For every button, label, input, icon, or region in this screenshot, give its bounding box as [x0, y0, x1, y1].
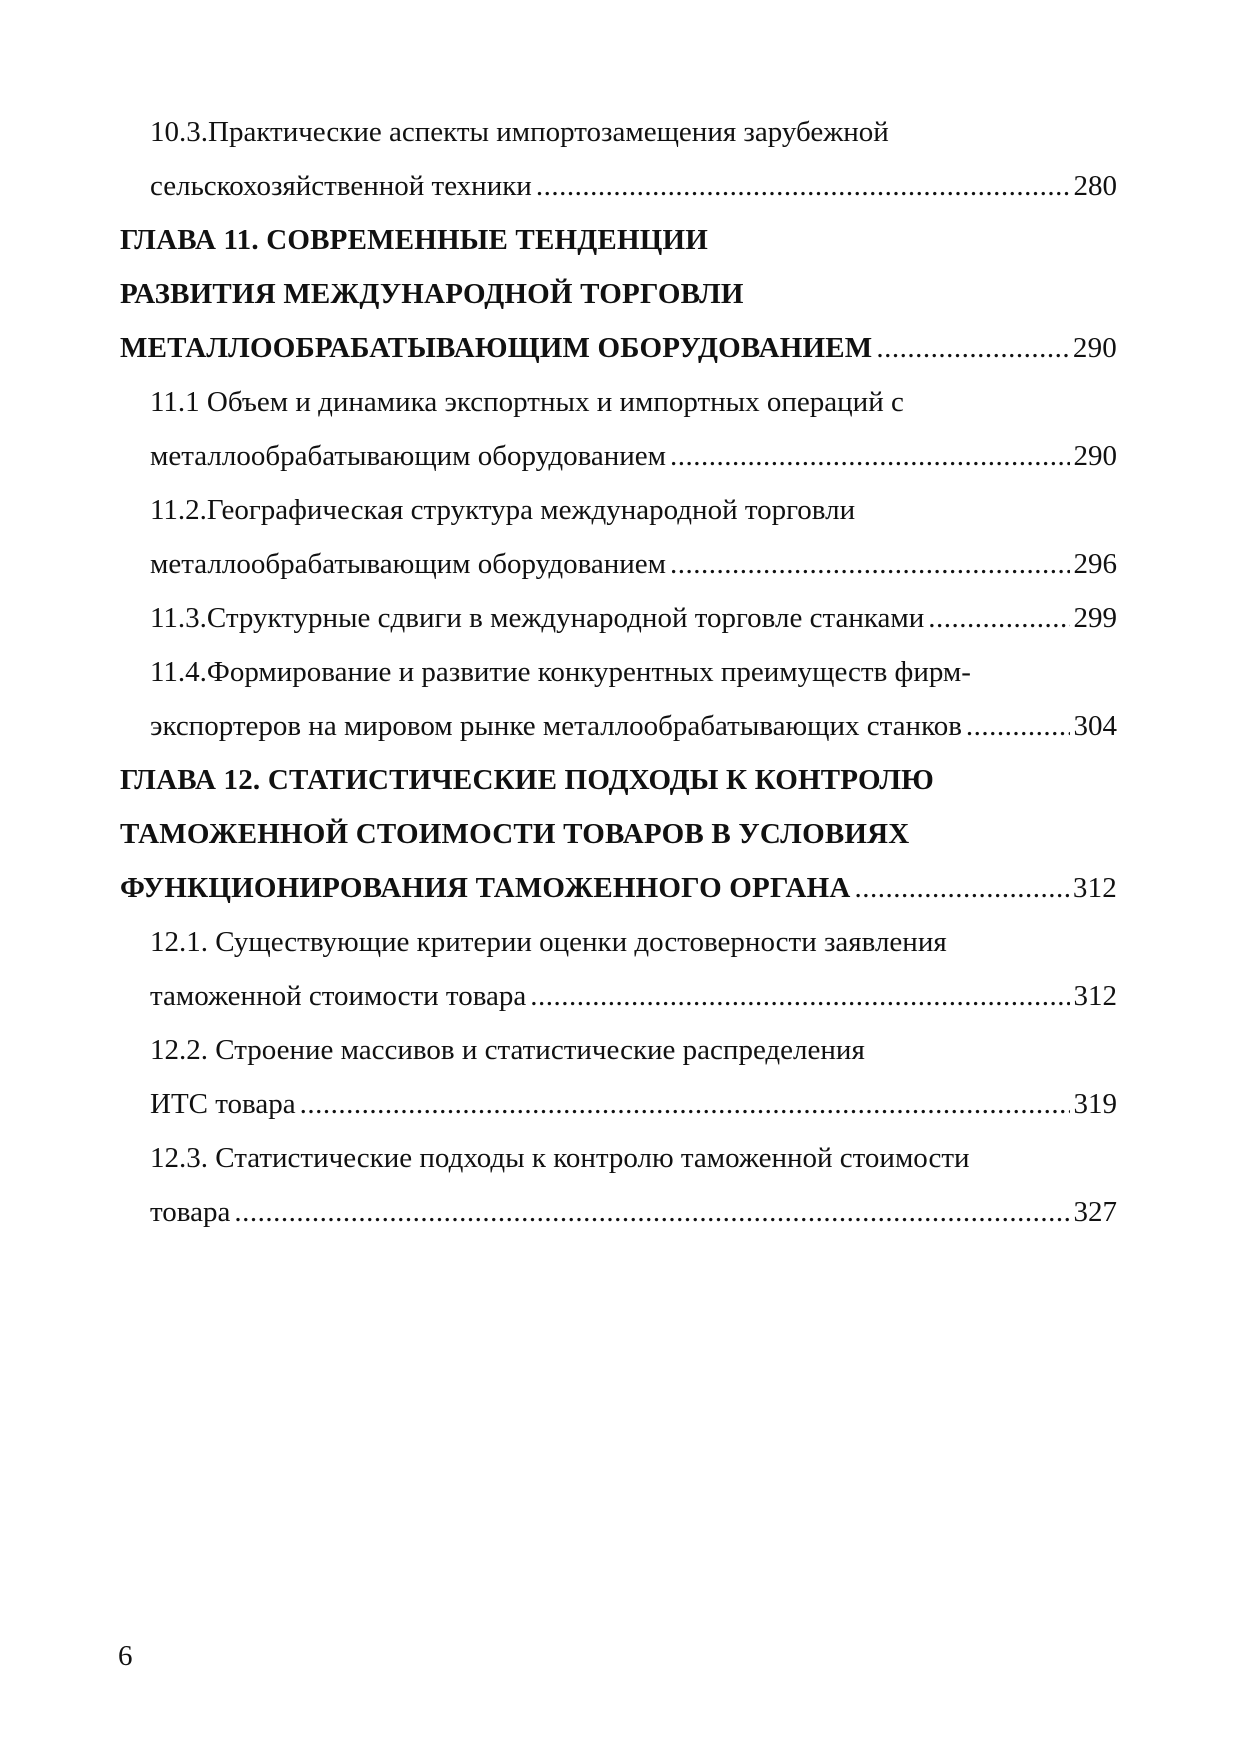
toc-entry-text: таможенной стоимости товара	[150, 980, 527, 1012]
page-number: 6	[118, 1640, 133, 1672]
dot-leader	[300, 1077, 1070, 1131]
toc-page-number: 327	[1073, 1196, 1117, 1228]
dot-leader	[966, 699, 1070, 753]
toc-page-number: 312	[1073, 980, 1117, 1012]
toc-page-number: 280	[1073, 170, 1117, 202]
toc-line	[120, 483, 1117, 537]
toc-line	[120, 429, 1117, 483]
toc-entry-text: 11.1 Объем и динамика экспортных и импортных операций с	[150, 386, 904, 418]
toc-entry-text: 12.2. Строение массивов и статистические распределения	[150, 1034, 865, 1066]
toc-line	[120, 969, 1117, 1023]
toc-page-number: 304	[1073, 710, 1117, 742]
dot-leader	[855, 861, 1069, 915]
toc-chapter-line	[120, 213, 1117, 267]
toc-line	[120, 537, 1117, 591]
toc-chapter-line	[120, 321, 1117, 375]
toc-chapter-line	[120, 753, 1117, 807]
dot-leader	[670, 537, 1069, 591]
toc-chapter-line	[120, 807, 1117, 861]
toc-entry-text: ИТС товара	[150, 1088, 296, 1120]
toc-chapter-text: ГЛАВА 12. СТАТИСТИЧЕСКИЕ ПОДХОДЫ К КОНТРОЛЮ	[120, 764, 935, 796]
toc-chapter-text: ФУНКЦИОНИРОВАНИЯ ТАМОЖЕННОГО ОРГАНА	[120, 872, 851, 904]
toc-line	[120, 159, 1117, 213]
toc-chapter-text: ТАМОЖЕННОЙ СТОИМОСТИ ТОВАРОВ В УСЛОВИЯХ	[120, 818, 910, 850]
toc-entry-text: 11.2.Географическая структура международной торговли	[150, 494, 856, 526]
toc-page-number: 299	[1073, 602, 1117, 634]
toc-entry-text: экспортеров на мировом рынке металлообрабатывающих станков	[150, 710, 962, 742]
toc-entry-text: 11.3.Структурные сдвиги в международной торговле станками	[150, 602, 925, 634]
toc-page-number: 319	[1073, 1088, 1117, 1120]
toc-page-number: 290	[1073, 440, 1117, 472]
toc-line	[120, 375, 1117, 429]
toc-line	[120, 915, 1117, 969]
toc-page-number: 296	[1073, 548, 1117, 580]
toc-chapter-text: ГЛАВА 11. СОВРЕМЕННЫЕ ТЕНДЕНЦИИ	[120, 224, 708, 256]
dot-leader	[234, 1185, 1069, 1239]
toc-entry-text: товара	[150, 1196, 231, 1228]
dot-leader	[670, 429, 1069, 483]
toc-entry-text: 10.3.Практические аспекты импортозамещения зарубежной	[150, 116, 889, 148]
toc-chapter-line	[120, 267, 1117, 321]
toc-line	[120, 591, 1117, 645]
toc-entry-text: сельскохозяйственной техники	[150, 170, 532, 202]
toc-page-number: 312	[1072, 872, 1117, 904]
toc-line	[120, 699, 1117, 753]
toc-line	[120, 1077, 1117, 1131]
table-of-contents	[120, 105, 1117, 1239]
toc-line	[120, 1131, 1117, 1185]
toc-page-number: 290	[1072, 332, 1117, 364]
toc-chapter-line	[120, 861, 1117, 915]
dot-leader	[876, 321, 1069, 375]
toc-entry-text: металлообрабатывающим оборудованием	[150, 548, 667, 580]
toc-line	[120, 645, 1117, 699]
toc-entry-text: 12.3. Статистические подходы к контролю таможенной стоимости	[150, 1142, 970, 1174]
toc-entry-text: металлообрабатывающим оборудованием	[150, 440, 667, 472]
toc-line	[120, 105, 1117, 159]
toc-entry-text: 12.1. Существующие критерии оценки достоверности заявления	[150, 926, 947, 958]
toc-line	[120, 1185, 1117, 1239]
toc-chapter-text: МЕТАЛЛООБРАБАТЫВАЮЩИМ ОБОРУДОВАНИЕМ	[120, 332, 873, 364]
toc-line	[120, 1023, 1117, 1077]
toc-chapter-text: РАЗВИТИЯ МЕЖДУНАРОДНОЙ ТОРГОВЛИ	[120, 278, 744, 310]
toc-entry-text: 11.4.Формирование и развитие конкурентных преимуществ фирм-	[150, 656, 971, 688]
dot-leader	[530, 969, 1069, 1023]
dot-leader	[928, 591, 1069, 645]
dot-leader	[536, 159, 1070, 213]
